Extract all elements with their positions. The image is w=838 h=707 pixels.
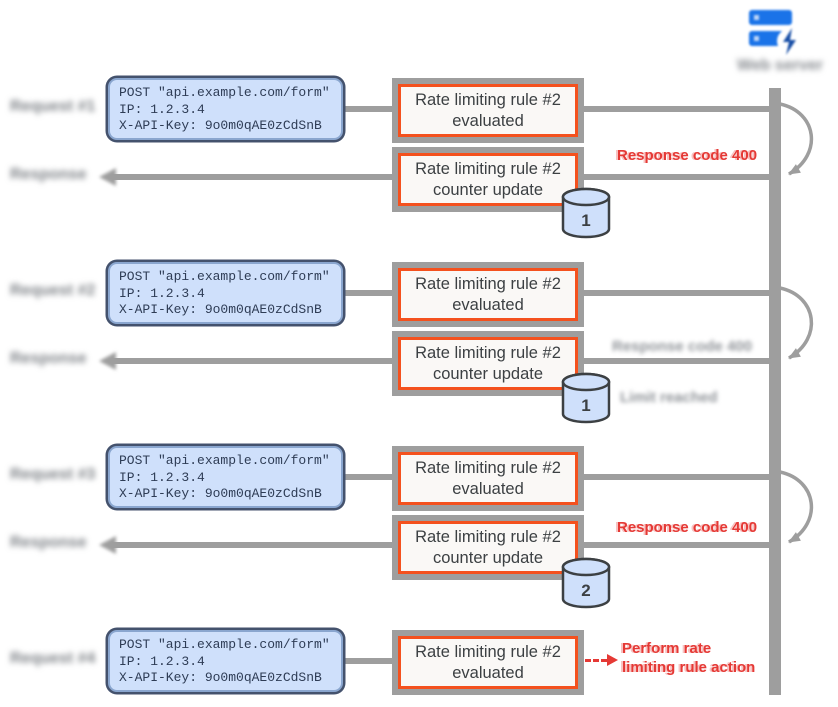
counter-update-box	[398, 521, 578, 574]
response-arrowhead-icon	[99, 352, 116, 370]
counter-value: 1	[581, 211, 591, 230]
request-card	[108, 630, 343, 692]
counter-database-icon	[560, 555, 612, 609]
request-apikey-line: X-API-Key: 9o0m0qAE0zCdSnB	[119, 118, 322, 133]
request-card	[108, 262, 343, 324]
response-code-note: Response code 400	[617, 519, 758, 536]
request-apikey-line: X-API-Key: 9o0m0qAE0zCdSnB	[119, 486, 322, 501]
request-method-line: POST "api.example.com/form"	[119, 269, 330, 284]
rule-evaluated-box	[398, 268, 578, 321]
counter-update-text: Rate limiting rule #2	[415, 159, 561, 178]
rule-evaluated-text: evaluated	[452, 663, 524, 682]
request-ip-line: IP: 1.2.3.4	[119, 101, 205, 117]
rule-evaluated-text: Rate limiting rule #2	[415, 642, 561, 661]
request-label: Request #1	[10, 98, 96, 115]
request-apikey-line: X-API-Key: 9o0m0qAE0zCdSnB	[119, 670, 322, 685]
rule-evaluated-text: Rate limiting rule #2	[415, 90, 561, 109]
counter-database-icon	[560, 185, 612, 239]
response-label: Response	[10, 350, 87, 367]
response-label: Response	[10, 166, 87, 183]
rule-evaluated-text: evaluated	[452, 111, 524, 130]
response-code-note: Response code 400	[617, 147, 758, 164]
counter-update-text: counter update	[432, 180, 544, 199]
rule-action-dashed-line	[585, 659, 607, 662]
counter-update-box	[398, 337, 578, 390]
server-icon	[744, 5, 802, 57]
rule-evaluated-box	[398, 84, 578, 137]
request-label: Request #2	[10, 282, 96, 299]
request-method-line: POST "api.example.com/form"	[119, 637, 330, 652]
request-card	[108, 78, 343, 140]
server-label: Web server	[737, 57, 823, 74]
limit-side-note-blurred: Limit reached	[620, 389, 718, 406]
counter-value: 2	[581, 581, 591, 600]
request-label: Request #4	[10, 650, 96, 667]
response-arrowhead-icon	[99, 536, 116, 554]
counter-value: 1	[581, 396, 591, 415]
rule-evaluated-text: Rate limiting rule #2	[415, 458, 561, 477]
rule-evaluated-text: Rate limiting rule #2	[415, 274, 561, 293]
request-card	[108, 446, 343, 508]
request-ip-line: IP: 1.2.3.4	[119, 469, 205, 485]
rule-action-arrowhead-icon	[607, 654, 618, 666]
rule-action-note-line2: limiting rule action	[622, 659, 756, 676]
rule-evaluated-text: evaluated	[452, 295, 524, 314]
request-apikey-line: X-API-Key: 9o0m0qAE0zCdSnB	[119, 302, 322, 317]
request-ip-line: IP: 1.2.3.4	[119, 285, 205, 301]
response-label: Response	[10, 534, 87, 551]
rule-evaluated-box	[398, 636, 578, 689]
request-method-line: POST "api.example.com/form"	[119, 453, 330, 468]
server-lifeline	[769, 88, 781, 695]
response-code-note-blurred: Response code 400	[612, 338, 753, 355]
rule-evaluated-box	[398, 452, 578, 505]
request-label: Request #3	[10, 466, 96, 483]
counter-database-icon	[560, 370, 612, 424]
request-method-line: POST "api.example.com/form"	[119, 85, 330, 100]
counter-update-text: Rate limiting rule #2	[415, 527, 561, 546]
counter-update-box	[398, 153, 578, 206]
response-arrowhead-icon	[99, 168, 116, 186]
counter-update-text: counter update	[432, 548, 544, 567]
counter-update-text: counter update	[432, 364, 544, 383]
counter-update-text: Rate limiting rule #2	[415, 343, 561, 362]
request-ip-line: IP: 1.2.3.4	[119, 653, 205, 669]
rule-action-note-line1: Perform rate	[622, 640, 712, 657]
request-line	[343, 658, 400, 664]
rule-evaluated-text: evaluated	[452, 479, 524, 498]
